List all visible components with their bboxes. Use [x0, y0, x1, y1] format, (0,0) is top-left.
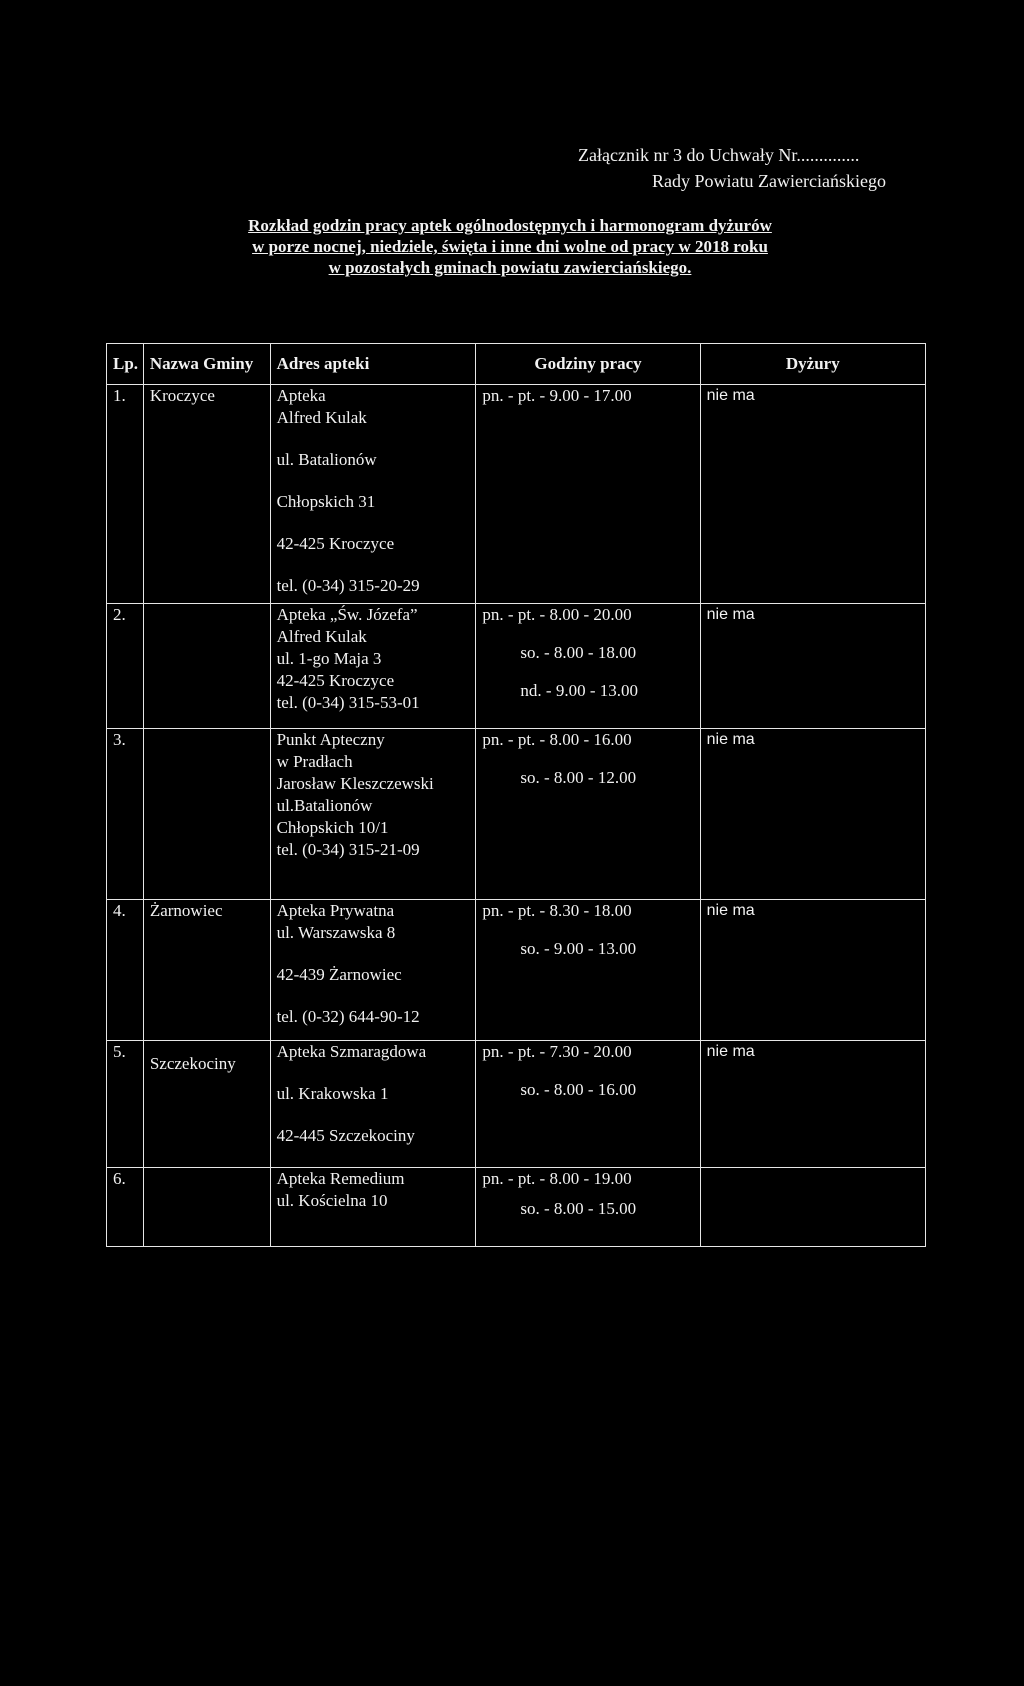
- address-line: 42-439 Żarnowiec: [276, 965, 402, 984]
- hours-line: so. - 9.00 - 13.00: [520, 939, 637, 958]
- cell-lp: 2.: [107, 604, 144, 729]
- cell-gmina: [143, 1041, 270, 1168]
- table-row: [107, 1041, 926, 1168]
- address-line: Jarosław Kleszczewski: [276, 774, 434, 793]
- address-line: Alfred Kulak: [276, 408, 367, 427]
- address-line: ul. 1-go Maja 3: [276, 649, 382, 668]
- cell-lp: 3.: [107, 729, 144, 900]
- header-lp: Lp.: [107, 344, 144, 385]
- address-line: tel. (0-34) 315-53-01: [276, 693, 420, 712]
- cell-address: [270, 1168, 476, 1247]
- cell-address: [270, 1041, 476, 1168]
- cell-lp: 4.: [107, 900, 144, 1041]
- hours-line: so. - 8.00 - 15.00: [520, 1199, 637, 1218]
- council-name: Rady Powiatu Zawierciańskiego: [652, 171, 886, 191]
- header-duty: Dyżury: [700, 344, 925, 385]
- address-line: Apteka Remedium: [276, 1169, 405, 1188]
- title-line-1: Rozkład godzin pracy aptek ogólnodostępnych i harmonogram dyżurów: [248, 216, 772, 235]
- hours-line: pn. - pt. - 8.00 - 16.00: [482, 730, 632, 749]
- cell-lp: 1.: [107, 385, 144, 604]
- cell-gmina: [143, 729, 270, 900]
- table-row: [107, 604, 926, 729]
- hours-line: pn. - pt. - 8.30 - 18.00: [482, 901, 632, 920]
- address-line: ul. Kościelna 10: [276, 1191, 388, 1210]
- cell-duty: [700, 1168, 925, 1247]
- address-line: tel. (0-34) 315-21-09: [276, 840, 420, 859]
- attachment-header: Załącznik nr 3 do Uchwały Nr..............: [578, 145, 860, 165]
- cell-address: [270, 900, 476, 1041]
- document-title: [150, 215, 870, 278]
- cell-hours: [476, 1168, 700, 1247]
- address-line: Apteka: [276, 386, 326, 405]
- hours-line: so. - 8.00 - 18.00: [520, 643, 637, 662]
- cell-duty: nie ma: [700, 729, 925, 900]
- hours-line: nd. - 9.00 - 13.00: [520, 681, 638, 700]
- address-line: tel. (0-32) 644-90-12: [276, 1007, 420, 1026]
- address-line: ul. Batalionów: [276, 450, 377, 469]
- address-line: ul. Krakowska 1: [276, 1084, 389, 1103]
- address-line: w Pradłach: [276, 752, 353, 771]
- hours-line: so. - 8.00 - 16.00: [520, 1080, 637, 1099]
- header-gmina: Nazwa Gminy: [143, 344, 270, 385]
- address-line: 42-425 Kroczyce: [276, 671, 395, 690]
- address-line: Alfred Kulak: [276, 627, 367, 646]
- cell-duty: nie ma: [700, 385, 925, 604]
- cell-lp: 5.: [107, 1041, 144, 1168]
- cell-gmina: [143, 604, 270, 729]
- cell-gmina: Żarnowiec: [143, 900, 270, 1041]
- cell-hours: [476, 385, 700, 604]
- cell-duty: nie ma: [700, 1041, 925, 1168]
- header-hours: Godziny pracy: [476, 344, 700, 385]
- address-line: Apteka Prywatna: [276, 901, 395, 920]
- address-line: tel. (0-34) 315-20-29: [276, 576, 420, 595]
- hours-line: pn. - pt. - 8.00 - 19.00: [482, 1169, 632, 1188]
- hours-line: pn. - pt. - 7.30 - 20.00: [482, 1042, 632, 1061]
- header-address: Adres apteki: [270, 344, 476, 385]
- table-row: [107, 385, 926, 604]
- hours-line: pn. - pt. - 9.00 - 17.00: [482, 386, 632, 405]
- hours-line: so. - 8.00 - 12.00: [520, 768, 637, 787]
- table-row: [107, 1168, 926, 1247]
- cell-duty: nie ma: [700, 604, 925, 729]
- title-line-2: w porze nocnej, niedziele, święta i inne dni wolne od pracy w 2018 roku: [252, 237, 768, 256]
- cell-hours: [476, 729, 700, 900]
- cell-address: [270, 729, 476, 900]
- cell-gmina: [143, 1168, 270, 1247]
- address-line: ul. Warszawska 8: [276, 923, 396, 942]
- cell-gmina: Kroczyce: [143, 385, 270, 604]
- cell-hours: [476, 604, 700, 729]
- cell-duty: nie ma: [700, 900, 925, 1041]
- address-line: Chłopskich 10/1: [276, 818, 389, 837]
- hours-line: pn. - pt. - 8.00 - 20.00: [482, 605, 632, 624]
- table-row: [107, 900, 926, 1041]
- cell-address: [270, 604, 476, 729]
- table-header-row: [107, 344, 926, 385]
- address-line: Punkt Apteczny: [276, 730, 385, 749]
- address-line: Apteka „Św. Józefa”: [276, 605, 418, 624]
- cell-lp: 6.: [107, 1168, 144, 1247]
- address-line: Chłopskich 31: [276, 492, 376, 511]
- address-line: Apteka Szmaragdowa: [276, 1042, 427, 1061]
- cell-hours: [476, 900, 700, 1041]
- cell-address: [270, 385, 476, 604]
- table-row: [107, 729, 926, 900]
- gmina-label: Szczekociny: [149, 1054, 236, 1073]
- address-line: 42-445 Szczekociny: [276, 1126, 415, 1145]
- address-line: ul.Batalionów: [276, 796, 373, 815]
- title-line-3: w pozostałych gminach powiatu zawierciańskiego.: [328, 258, 692, 277]
- pharmacy-table: [106, 343, 926, 1247]
- cell-hours: [476, 1041, 700, 1168]
- address-line: 42-425 Kroczyce: [276, 534, 395, 553]
